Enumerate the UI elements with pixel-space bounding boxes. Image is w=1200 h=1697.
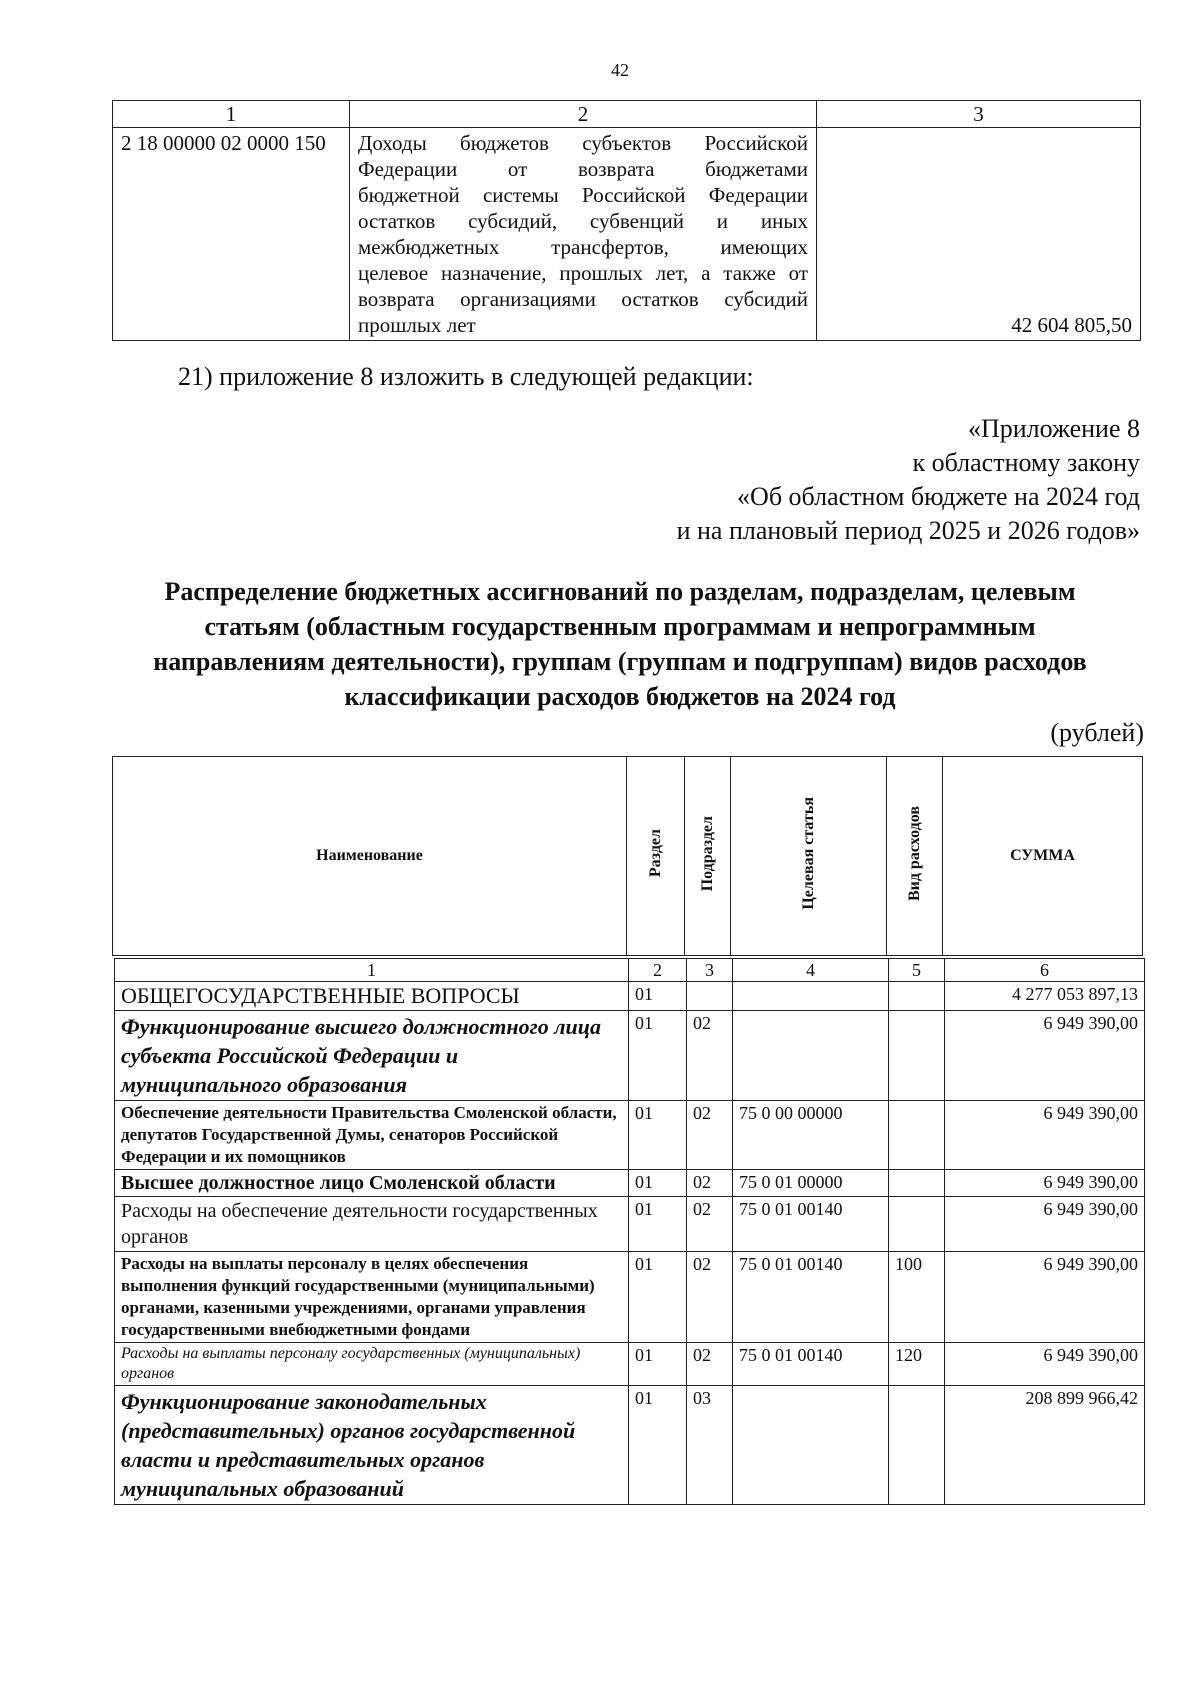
allocation-table xyxy=(114,958,1145,1505)
row-type xyxy=(889,1197,945,1252)
description-line: Доходы бюджетов субъектов Российской xyxy=(358,131,808,155)
row-subsection: 03 xyxy=(687,1386,733,1505)
row-sum: 4 277 053 897,13 xyxy=(945,982,1145,1011)
row-type xyxy=(889,1101,945,1170)
amendment-instruction: 21) приложение 8 изложить в следующей редакции: xyxy=(178,362,754,391)
header-name: Наименование xyxy=(113,757,627,956)
revenue-amount: 42 604 805,50 xyxy=(817,128,1141,341)
row-name: Расходы на выплаты персоналу в целях обеспечения выполнения функций государственными (муниципальными) органами, казенными учреждениями, органами управления государственными внебюджетными фондами xyxy=(115,1252,629,1343)
row-type xyxy=(889,1386,945,1505)
appendix-line: «Приложение 8 xyxy=(967,414,1140,443)
header-subsection xyxy=(685,757,731,956)
row-name: ОБЩЕГОСУДАРСТВЕННЫЕ ВОПРОСЫ xyxy=(115,982,629,1011)
row-target: 75 0 00 00000 xyxy=(733,1101,889,1170)
title-line: Распределение бюджетных ассигнований по разделам, подразделам, целевым xyxy=(164,577,1076,606)
row-subsection: 02 xyxy=(687,1252,733,1343)
column-number: 1 xyxy=(115,959,629,982)
row-subsection: 02 xyxy=(687,1197,733,1252)
header-type xyxy=(887,757,943,956)
row-target: 75 0 01 00000 xyxy=(733,1170,889,1197)
description-line: межбюджетных трансфертов, имеющих xyxy=(358,235,808,259)
revenue-code: 2 18 00000 02 0000 150 xyxy=(113,128,350,341)
row-name: Функционирование высшего должностного лица субъекта Российской Федерации и муниципального образования xyxy=(115,1011,629,1101)
column-number: 6 xyxy=(945,959,1145,982)
page-number: 42 xyxy=(611,60,629,80)
header-target-label: Целевая статья xyxy=(799,797,817,910)
row-section: 01 xyxy=(629,1386,687,1505)
column-number: 3 xyxy=(817,101,1141,128)
description-line: целевое назначение, прошлых лет, а также от xyxy=(358,261,808,285)
column-number: 1 xyxy=(113,101,350,128)
column-numbers-row xyxy=(115,959,1145,982)
column-number: 5 xyxy=(889,959,945,982)
revenue-table xyxy=(112,100,1141,341)
appendix-heading xyxy=(540,412,1140,548)
row-target: 75 0 01 00140 xyxy=(733,1197,889,1252)
row-subsection: 02 xyxy=(687,1170,733,1197)
units-label: (рублей) xyxy=(1050,718,1144,747)
title-line: направлениям деятельности), группам (группам и подгруппам) видов расходов xyxy=(153,647,1087,676)
row-subsection: 02 xyxy=(687,1011,733,1101)
row-target xyxy=(733,1011,889,1101)
row-name: Расходы на выплаты персоналу государственных (муниципальных) органов xyxy=(115,1343,629,1386)
row-sum: 6 949 390,00 xyxy=(945,1197,1145,1252)
row-target xyxy=(733,1386,889,1505)
row-type xyxy=(889,1170,945,1197)
table-row xyxy=(115,1197,1145,1252)
appendix-line: к областному закону xyxy=(912,448,1140,477)
column-number: 2 xyxy=(350,101,817,128)
revenue-description xyxy=(350,128,817,341)
header-subsection-label: Подраздел xyxy=(698,815,716,892)
table-row xyxy=(115,1011,1145,1101)
row-sum: 208 899 966,42 xyxy=(945,1386,1145,1505)
row-name: Высшее должностное лицо Смоленской области xyxy=(115,1170,629,1197)
table-row xyxy=(115,982,1145,1011)
header-type-label: Вид расходов xyxy=(905,805,923,902)
row-section: 01 xyxy=(629,982,687,1011)
column-number: 4 xyxy=(733,959,889,982)
row-section: 01 xyxy=(629,1197,687,1252)
row-subsection: 02 xyxy=(687,1101,733,1170)
row-name: Обеспечение деятельности Правительства Смоленской области, депутатов Государственной Думы, сенаторов Российской Федерации и их помощников xyxy=(115,1101,629,1170)
row-sum: 6 949 390,00 xyxy=(945,1252,1145,1343)
document-title xyxy=(100,574,1140,714)
row-section: 01 xyxy=(629,1170,687,1197)
row-target: 75 0 01 00140 xyxy=(733,1252,889,1343)
row-sum: 6 949 390,00 xyxy=(945,1343,1145,1386)
row-name: Расходы на обеспечение деятельности государственных органов xyxy=(115,1197,629,1252)
description-line: остатков субсидий, субвенций и иных xyxy=(358,209,808,233)
appendix-line: и на плановый период 2025 и 2026 годов» xyxy=(676,516,1140,545)
header-target xyxy=(731,757,887,956)
row-name: Функционирование законодательных (представительных) органов государственной власти и представительных органов муниципальных образований xyxy=(115,1386,629,1505)
description-line: прошлых лет xyxy=(358,313,476,337)
row-type: 100 xyxy=(889,1252,945,1343)
table-row xyxy=(115,1170,1145,1197)
revenue-table-header xyxy=(113,101,1141,128)
row-section: 01 xyxy=(629,1011,687,1101)
row-type xyxy=(889,1011,945,1101)
row-section: 01 xyxy=(629,1252,687,1343)
table-row xyxy=(115,1252,1145,1343)
description-line: бюджетной системы Российской Федерации xyxy=(358,183,808,207)
title-line: статьям (областным государственным программам и непрограммным xyxy=(204,612,1036,641)
description-line: Федерации от возврата бюджетами xyxy=(358,157,808,181)
appendix-line: «Об областном бюджете на 2024 год xyxy=(737,482,1140,511)
table-row xyxy=(113,128,1141,341)
header-section xyxy=(627,757,685,956)
row-subsection xyxy=(687,982,733,1011)
title-line: классификации расходов бюджетов на 2024 год xyxy=(344,682,896,711)
row-target: 75 0 01 00140 xyxy=(733,1343,889,1386)
column-number: 2 xyxy=(629,959,687,982)
header-section-label: Раздел xyxy=(646,829,664,878)
row-subsection: 02 xyxy=(687,1343,733,1386)
row-type: 120 xyxy=(889,1343,945,1386)
column-number: 3 xyxy=(687,959,733,982)
allocation-table-header xyxy=(112,756,1143,956)
header-sum: СУММА xyxy=(943,757,1143,956)
row-section: 01 xyxy=(629,1101,687,1170)
table-row xyxy=(115,1101,1145,1170)
row-type xyxy=(889,982,945,1011)
row-sum: 6 949 390,00 xyxy=(945,1170,1145,1197)
table-row xyxy=(115,1343,1145,1386)
row-section: 01 xyxy=(629,1343,687,1386)
row-sum: 6 949 390,00 xyxy=(945,1101,1145,1170)
description-line: возврата организациями остатков субсидий xyxy=(358,287,808,311)
row-sum: 6 949 390,00 xyxy=(945,1011,1145,1101)
table-row xyxy=(115,1386,1145,1505)
row-target xyxy=(733,982,889,1011)
